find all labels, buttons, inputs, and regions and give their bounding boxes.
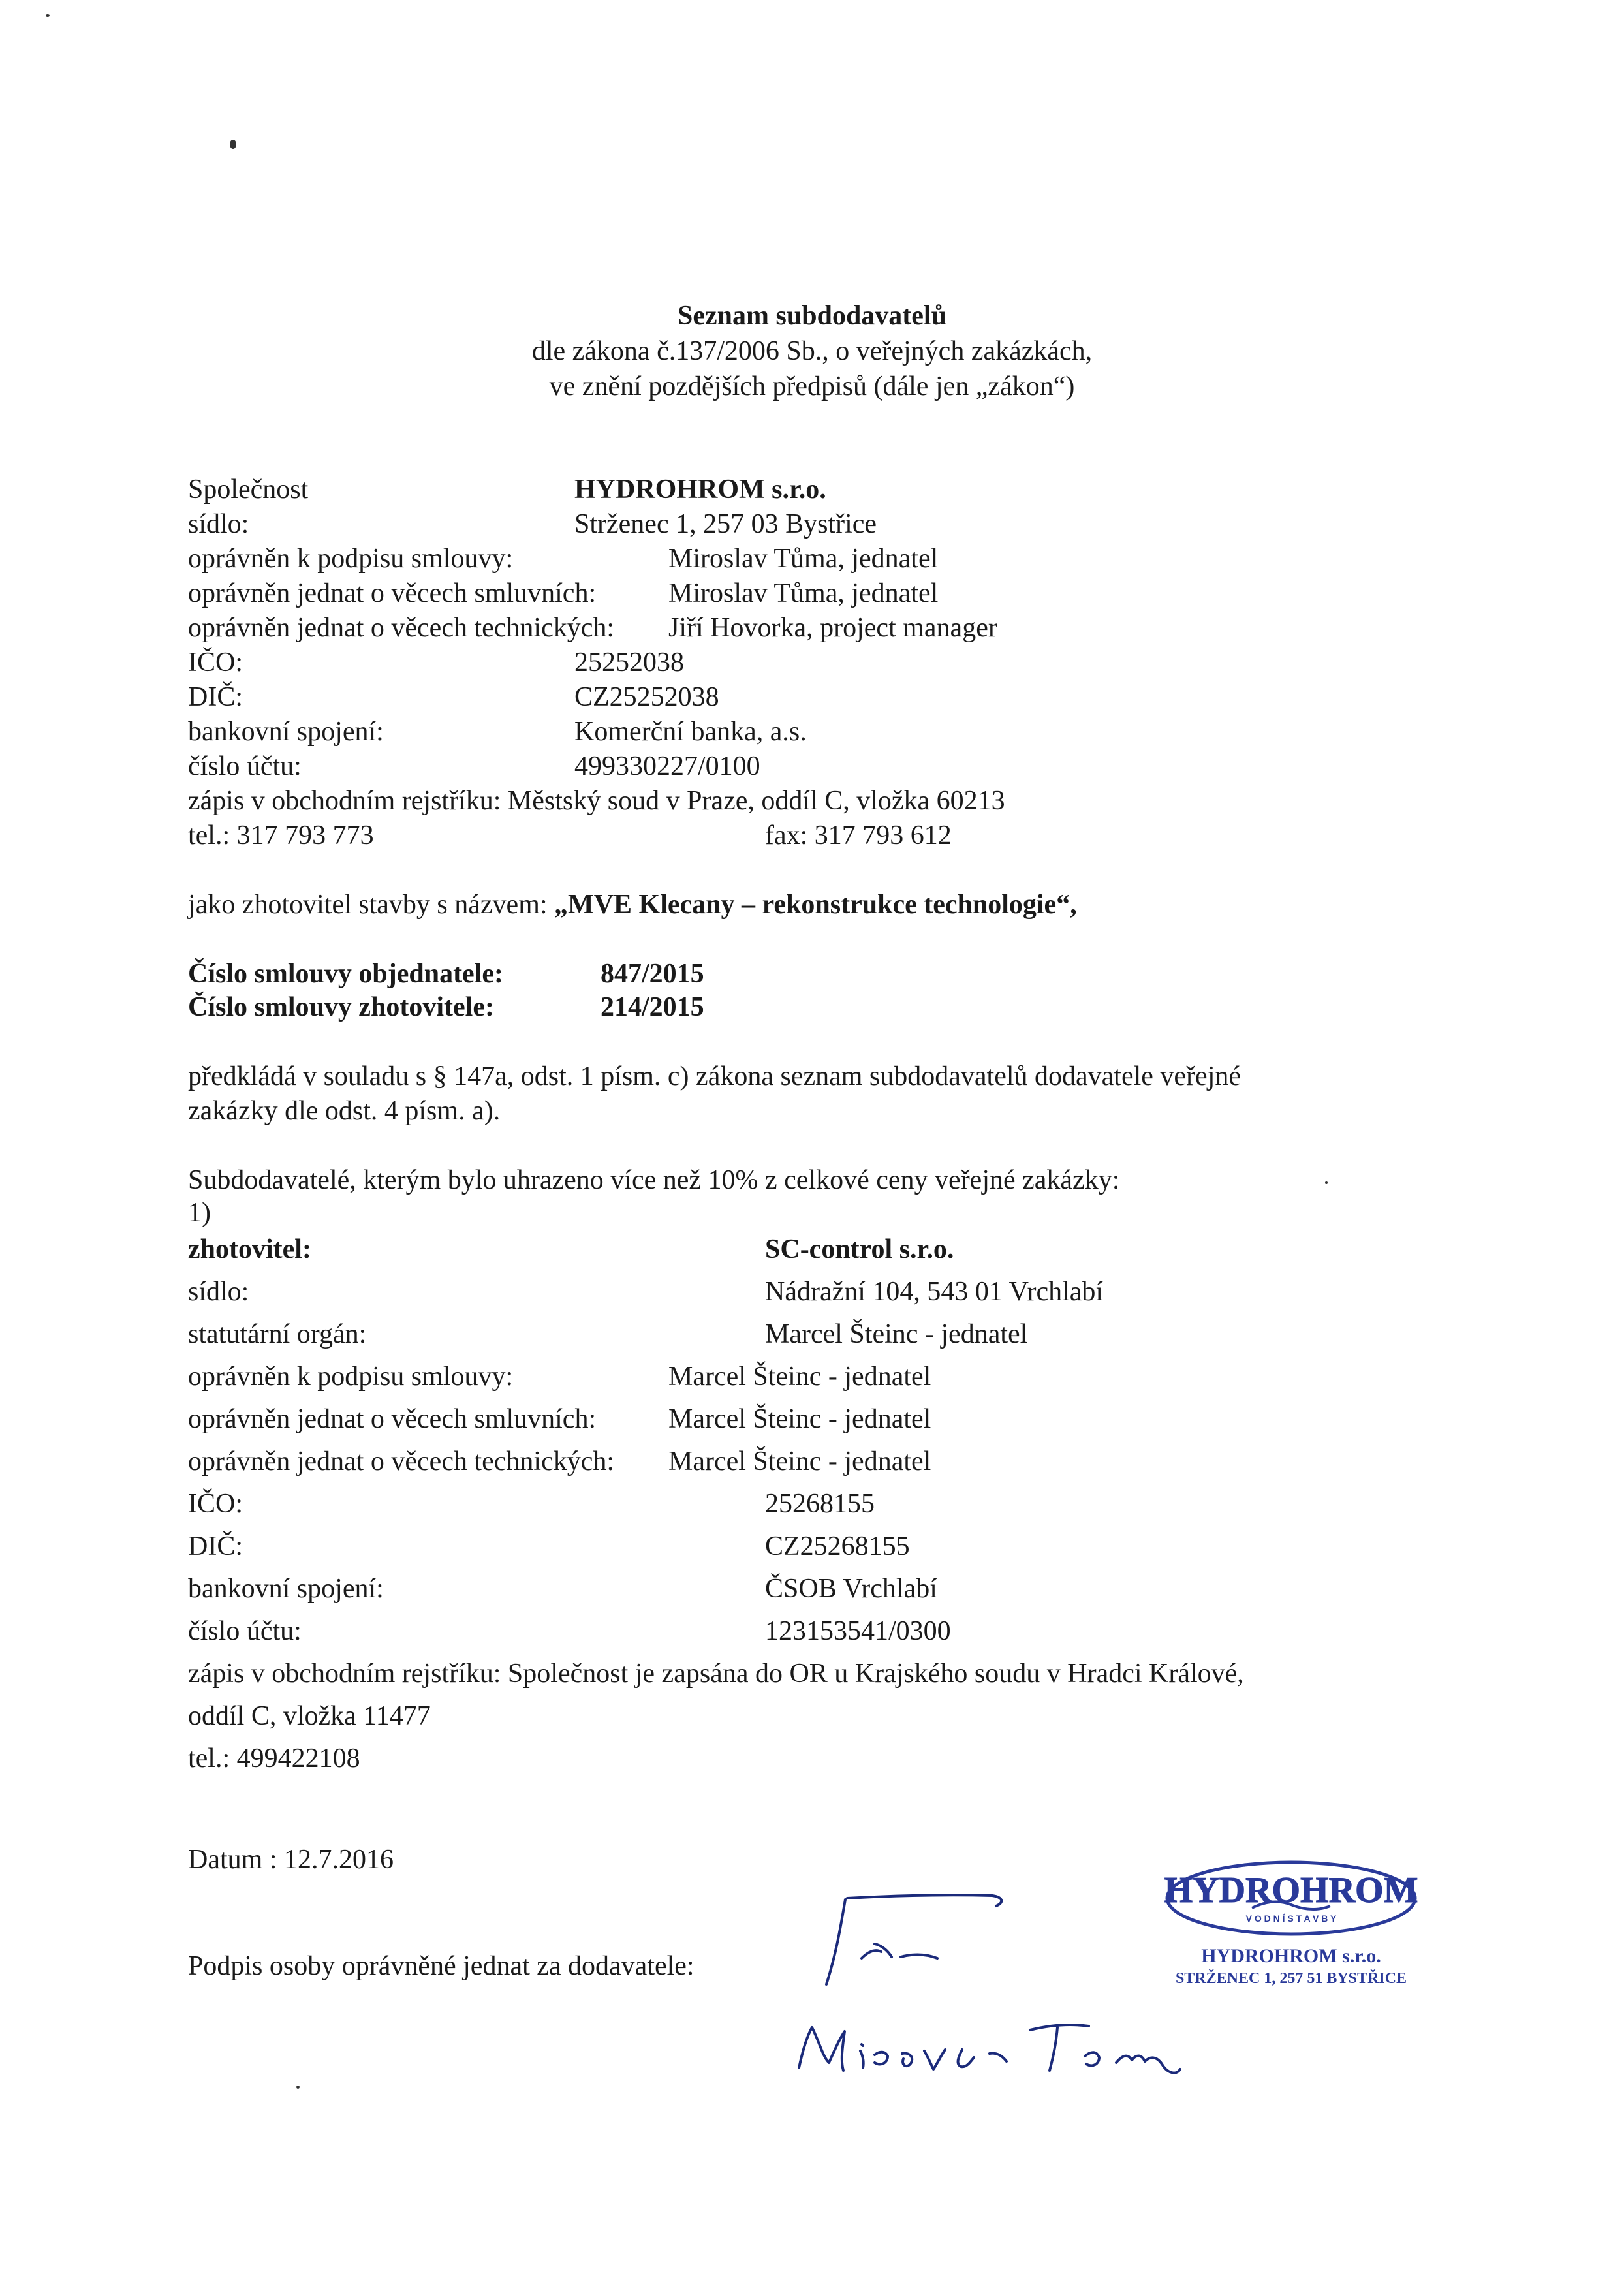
statement-line-2: zakázky dle odst. 4 písm. a). [188, 1096, 501, 1126]
subcontractor-sign-label: oprávněn k podpisu smlouvy: [188, 1362, 514, 1392]
subcontractor-ico-label: IČO: [188, 1489, 243, 1519]
subcontractor-name: SC-control s.r.o. [765, 1234, 954, 1264]
subcontractor-seat-label: sídlo: [188, 1277, 249, 1307]
subcontractor-bank-label: bankovní spojení: [188, 1574, 384, 1604]
client-contract-number: 847/2015 [601, 959, 704, 989]
subcontractor-sign: Marcel Šteinc - jednatel [668, 1362, 931, 1392]
company-label: Společnost [188, 475, 309, 505]
subcontractor-register-2: oddíl C, vložka 11477 [188, 1701, 431, 1731]
company-dic: CZ25252038 [574, 682, 719, 712]
subcontractor-tel: tel.: 499422108 [188, 1743, 360, 1774]
company-contract-label: oprávněn jednat o věcech smluvních: [188, 578, 597, 608]
handwritten-signature [777, 1880, 1181, 2089]
subcontractor-tech: Marcel Šteinc - jednatel [668, 1446, 931, 1477]
document-subtitle-1: dle zákona č.137/2006 Sb., o veřejných zakázkách, [531, 336, 1093, 366]
contractor-contract-number: 214/2015 [601, 992, 704, 1022]
subcontractor-organ-label: statutární orgán: [188, 1319, 367, 1349]
project-intro: jako zhotovitel stavby s názvem: [188, 890, 555, 920]
project-line [188, 888, 1077, 922]
subcontractors-heading: Subdodavatelé, kterým bylo uhrazeno více než 10% z celkové ceny veřejné zakázky: [188, 1165, 1120, 1195]
subcontractor-ico: 25268155 [765, 1489, 875, 1519]
company-tech-label: oprávněn jednat o věcech technických: [188, 613, 615, 643]
company-stamp [1154, 1859, 1428, 1993]
subcontractor-dic-label: DIČ: [188, 1531, 243, 1561]
company-register: zápis v obchodním rejstříku: Městský soud v Praze, oddíl C, vložka 60213 [188, 786, 1005, 816]
subcontractor-number: 1) [188, 1198, 211, 1228]
stamp-company: HYDROHROM s.r.o. [1201, 1945, 1381, 1967]
company-contract: Miroslav Tůma, jednatel [668, 578, 939, 608]
company-seat: Strženec 1, 257 03 Bystřice [574, 509, 877, 539]
subcontractor-seat: Nádražní 104, 543 01 Vrchlabí [765, 1277, 1104, 1307]
scan-speck [296, 2086, 300, 2089]
signature-label: Podpis osoby oprávněné jednat za dodavatele: [188, 1951, 695, 1981]
scan-speck [230, 140, 236, 149]
subcontractor-tech-label: oprávněn jednat o věcech technických: [188, 1446, 615, 1477]
subcontractor-dic: CZ25268155 [765, 1531, 910, 1561]
company-sign-label: oprávněn k podpisu smlouvy: [188, 544, 514, 574]
project-name: „MVE Klecany – rekonstrukce technologie“, [554, 890, 1077, 920]
statement-line-1: předkládá v souladu s § 147a, odst. 1 písm. c) zákona seznam subdodavatelů dodavatele veřejné [188, 1061, 1241, 1091]
stamp-subtitle: V O D N Í S T A V B Y [1245, 1913, 1337, 1924]
company-dic-label: DIČ: [188, 682, 243, 712]
stamp-logo: HYDROHROM [1164, 1870, 1418, 1911]
company-ico-label: IČO: [188, 648, 243, 678]
company-ico: 25252038 [574, 648, 684, 678]
document-subtitle-2: ve znění pozdějších předpisů (dále jen „zákon“) [549, 371, 1075, 401]
company-seat-label: sídlo: [188, 509, 249, 539]
contractor-contract-label: Číslo smlouvy zhotovitele: [188, 992, 494, 1022]
company-bank: Komerční banka, a.s. [574, 717, 807, 747]
company-account-label: číslo účtu: [188, 751, 302, 781]
subcontractor-bank: ČSOB Vrchlabí [765, 1574, 937, 1604]
company-tech: Jiří Hovorka, project manager [668, 613, 997, 643]
subcontractor-account-label: číslo účtu: [188, 1616, 302, 1646]
subcontractor-contract-label: oprávněn jednat o věcech smluvních: [188, 1404, 597, 1434]
subcontractor-contract: Marcel Šteinc - jednatel [668, 1404, 931, 1434]
document-date: Datum : 12.7.2016 [188, 1845, 394, 1875]
company-bank-label: bankovní spojení: [188, 717, 384, 747]
document-title: Seznam subdodavatelů [678, 301, 946, 331]
subcontractor-register-1: zápis v obchodním rejstříku: Společnost je zapsána do OR u Krajského soudu v Hradci Králové, [188, 1659, 1244, 1689]
subcontractor-account: 123153541/0300 [765, 1616, 951, 1646]
company-tel: tel.: 317 793 773 [188, 821, 374, 851]
company-name: HYDROHROM s.r.o. [574, 475, 826, 505]
stamp-address: STRŽENEC 1, 257 51 BYSTŘICE [1175, 1970, 1407, 1987]
company-account: 499330227/0100 [574, 751, 760, 781]
scan-speck [46, 14, 50, 17]
subcontractor-label: zhotovitel: [188, 1234, 311, 1264]
company-sign: Miroslav Tůma, jednatel [668, 544, 939, 574]
company-fax: fax: 317 793 612 [765, 821, 952, 851]
client-contract-label: Číslo smlouvy objednatele: [188, 959, 503, 989]
subcontractor-organ: Marcel Šteinc - jednatel [765, 1319, 1028, 1349]
scan-speck [1325, 1181, 1328, 1184]
